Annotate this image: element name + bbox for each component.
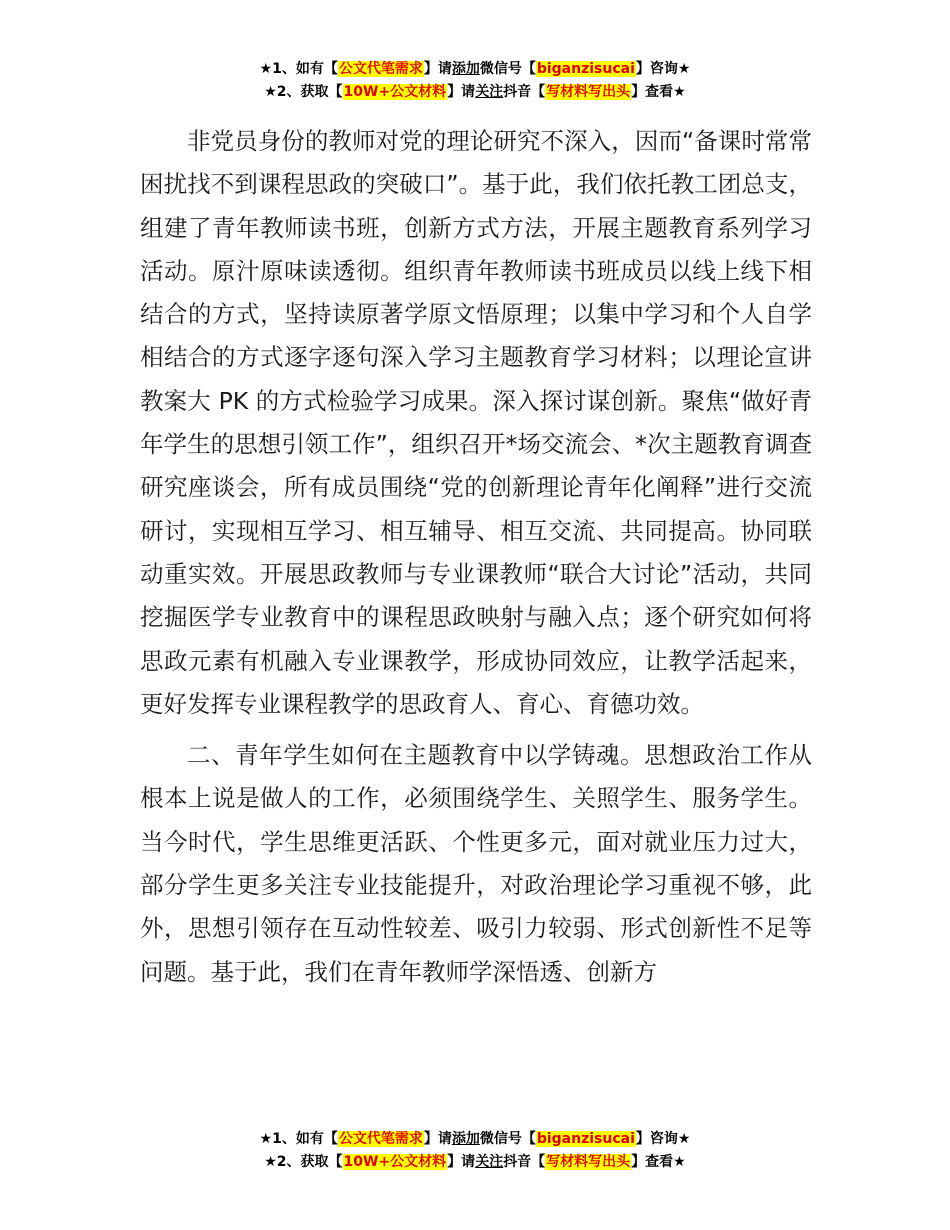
highlight-service: 公文代笔需求 (338, 61, 423, 77)
highlight-douyin: 写材料写出头 (546, 84, 631, 100)
underlined-text: 关注 (475, 84, 504, 100)
document-body (140, 120, 812, 994)
header-banner (0, 58, 950, 104)
banner-line-2 (0, 81, 950, 104)
banner-text: ★2、获取【 (264, 1154, 343, 1170)
highlight-materials: 10W+公文材料 (343, 84, 447, 100)
banner-text: 】请 (447, 1154, 476, 1170)
banner-text: 抖音【 (503, 84, 546, 100)
banner-text: ★2、获取【 (264, 84, 343, 100)
highlight-wechat-id: biganzisucai (536, 61, 635, 77)
banner-line-1 (0, 58, 950, 81)
highlight-douyin: 写材料写出头 (546, 1154, 631, 1170)
underlined-text: 添加 (451, 61, 480, 77)
banner-text: 微信号【 (479, 1131, 536, 1147)
footer-banner (0, 1128, 950, 1174)
highlight-wechat-id: biganzisucai (536, 1131, 635, 1147)
banner-text: ★1、如有【 (259, 61, 338, 77)
underlined-text: 添加 (451, 1131, 480, 1147)
banner-text: 】请 (423, 61, 452, 77)
banner-text: 】请 (423, 1131, 452, 1147)
banner-text: 】咨询★ (635, 61, 691, 77)
banner-line-2 (0, 1151, 950, 1174)
highlight-materials: 10W+公文材料 (343, 1154, 447, 1170)
banner-text: ★1、如有【 (259, 1131, 338, 1147)
banner-text: 】查看★ (631, 84, 686, 100)
banner-text: 抖音【 (503, 1154, 546, 1170)
banner-text: 】查看★ (631, 1154, 686, 1170)
paragraph-1: 非党员身份的教师对党的理论研究不深入，因而“备课时常常困扰找不到课程思政的突破口”。基于此，我们依托教工团总支，组建了青年教师读书班，创新方式方法，开展主题教育系列学习活动。原汁原味读透彻。组织青年教师读书班成员以线上线下相结合的方式，坚持读原著学原文悟原理；以集中学习和个人自学相结合的方式逐字逐句深入学习主题教育学习材料；以理论宣讲教案大 PK 的方式检验学习成果。深入探讨谋创新。聚焦“做好青年学生的思想引领工作”，组织召开*场交流会、*次主题教育调查研究座谈会，所有成员围绕“党的创新理论青年化阐释”进行交流研讨，实现相互学习、相互辅导、相互交流、共同提高。协同联动重实效。开展思政教师与专业课教师“联合大讨论”活动，共同挖掘医学专业教育中的课程思政映射与融入点；逐个研究如何将思政元素有机融入专业课教学，形成协同效应，让教学活起来，更好发挥专业课程教学的思政育人、育心、育德功效。 (140, 127, 812, 718)
banner-text: 微信号【 (479, 61, 536, 77)
paragraph-2: 二、青年学生如何在主题教育中以学铸魂。思想政治工作从根本上说是做人的工作，必须围绕学生、关照学生、服务学生。当今时代，学生思维更活跃、个性更多元，面对就业压力过大，部分学生更多关注专业技能提升，对政治理论学习重视不够，此外，思想引领存在互动性较差、吸引力较弱、形式创新性不足等问题。基于此，我们在青年教师学深悟透、创新方 (140, 741, 812, 986)
banner-text: 】咨询★ (635, 1131, 691, 1147)
banner-text: 】请 (447, 84, 476, 100)
highlight-service: 公文代笔需求 (338, 1131, 423, 1147)
underlined-text: 关注 (475, 1154, 504, 1170)
banner-line-1 (0, 1128, 950, 1151)
